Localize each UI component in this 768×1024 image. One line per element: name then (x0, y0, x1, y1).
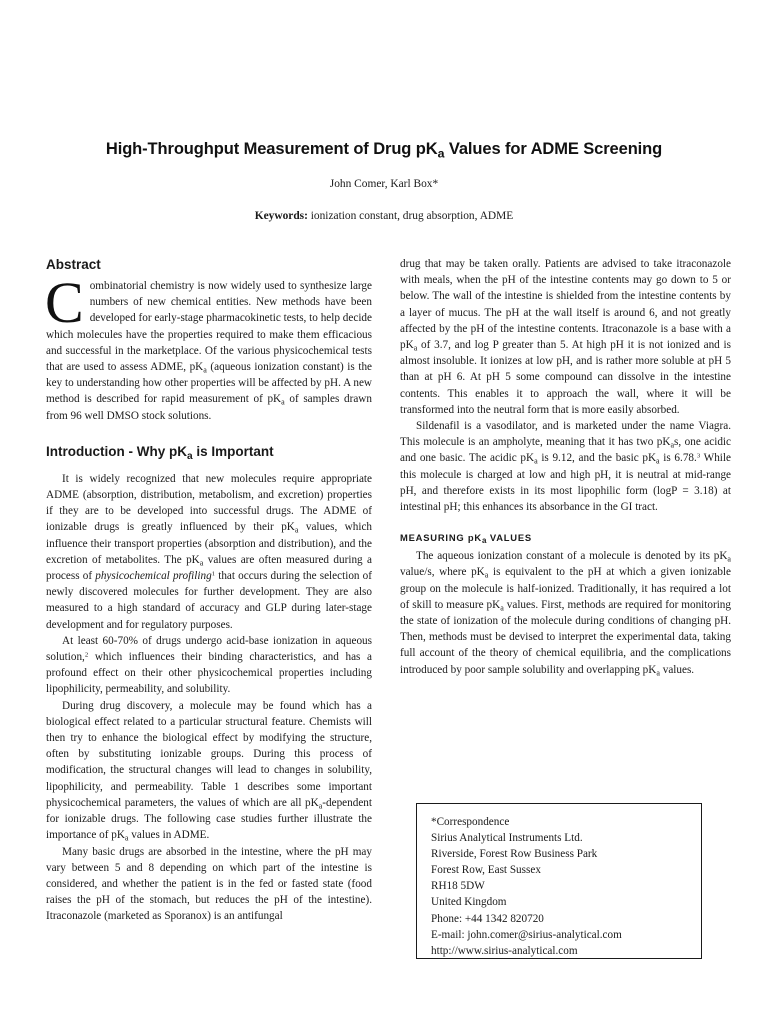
intro-paragraph-4: Many basic drugs are absorbed in the intestine, where the pH may vary between 5 and 8 depending on which part of the intestine is considered, and whether the patient is in the fed or fasted state (food raises the pH of the stomach, but reduces the pH of the intestine). Itraconazole (marketed as Sporanox) is an antifungal (46, 845, 372, 923)
drop-cap: C (45, 270, 84, 335)
correspondence-line: RH18 5DW (431, 880, 485, 893)
keywords-text: ionization constant, drug absorption, ADME (307, 210, 514, 222)
correspondence-line: United Kingdom (431, 896, 507, 909)
correspondence-box (416, 803, 702, 959)
correspondence-email-link[interactable]: E-mail: john.comer@sirius-analytical.com (431, 928, 622, 941)
introduction-heading: Introduction - Why $pK_a$ is Important (46, 443, 274, 462)
page-title: High-Throughput Measurement of Drug $pK_a$ Values for ADME Screening (105, 140, 663, 161)
abstract-heading: Abstract (46, 257, 101, 272)
correspondence-line: Riverside, Forest Row Business Park (431, 848, 598, 861)
abstract-body: Combinatorial chemistry is now widely used to synthesize large numbers of new chemical entities. New methods have been developed for early-stage pharmacokinetic tests, to help decide which molecules have the properties required to make them efficacious and successful in the marketplace. Of the various physicochemical tests that are used to assess ADME, $pK_a$ (aqueous ionization constant) is the key to understanding how other properties will be affected by pH. A new method is described for rapid measurement of $pK_a$ of samples drawn from 96 well DMSO stock solutions. (45, 270, 373, 422)
left-column (46, 256, 372, 925)
keywords-label: Keywords: (254, 210, 308, 222)
correspondence-website-link[interactable]: http://www.sirius-analytical.com (431, 944, 578, 957)
right-paragraph-3: The aqueous ionization constant of a molecule is denoted by its $pK_a$ value/s, where $pK_a$ is equivalent to the pH at which a given ionizable group on the molecule is half-ionized. Traditionally, it has required a lot of skill to measure $pK_a$ values. First, methods are required for monitoring the state of ionization of the molecule during conditions of changing pH. Then, methods must be devised to interpret the experimental data, taking full account of the theory of chemical equilibria, and the complications introduced by poor sample solubility and overlapping $pK_a$ values. (400, 550, 731, 677)
right-column (400, 256, 731, 678)
intro-paragraph-1: It is widely recognized that new molecules require appropriate ADME (absorption, distribution, metabolism, and excretion) properties if they are to be developed into successful drugs. The ADME of ionizable drugs is greatly influenced by their $pK_a$ values, which influence their transport properties (absorption and distribution), and the excretion of metabolites. The $pK_a$ values are often measured during a process of physicochemical profiling$^1$ that occurs during the selection of newly discovered molecules for further development. They are also measured to a high standard of accuracy and GLP during later-stage development and for regulatory purposes. (46, 472, 373, 631)
right-paragraph-1: drug that may be taken orally. Patients are advised to take itraconazole with meals, when the pH of the intestine contents may go down to 5 or below. The wall of the intestine is shielded from the intestine contents by a layer of mucus. The pH at the wall itself is around 6, and not greatly affected by the pH of the intestine contents. Itraconazole is a base with a $pK_a$ of 3.7, and log P greater than 5. At high pH it is not ionized and is almost insoluble. It ionizes at low pH, and is rather more soluble at pH 5 than at pH 6. At pH 5 some compound can dissolve in the intestine contents. This enables it to approach the wall, where it will be transformed into the neutral form that is more easily absorbed. (400, 258, 731, 416)
measuring-heading: MEASURING $pK_a$ VALUES (400, 532, 532, 546)
intro-paragraph-2: At least 60-70% of drugs undergo acid-base ionization in aqueous solution,$^2$ which influences their binding characteristics, and has a profound effect on their other physicochemical properties including lipophilicity, permeability, and solubility. (46, 634, 372, 696)
authors: John Comer, Karl Box* (329, 178, 439, 190)
right-paragraph-2: Sildenafil is a vasodilator, and is marketed under the name Viagra. This molecule is an ampholyte, meaning that it has two $pK_as$, one acidic and one basic. The acidic $pK_a$ is 9.12, and the basic $pK_a$ is 6.78.$^3$ While this molecule is charged at low and high pH, it is neutral at mid-range pH, and therefore exists in its most lipophilic form (logP = 3.18) at intestinal pH; this enhances its absorbance in the GI tract. (400, 420, 731, 514)
correspondence-phone: Phone: +44 1342 820720 (431, 912, 544, 925)
correspondence-line: Forest Row, East Sussex (431, 864, 541, 877)
correspondence-line: *Correspondence (431, 816, 510, 828)
keywords (0, 210, 768, 222)
intro-paragraph-3: During drug discovery, a molecule may be found which has a biological effect related to a particular structural feature. Chemists will then try to enhance the biological effect by modifying the structure, often by substituting ionizable groups. During this process of modification, the structural changes will lead to changes in solubility, lipophilicity, and permeability. Table 1 describes some important physicochemical parameters, the values of which are all $pK_a$-dependent for ionizable drugs. The following case studies further illustrate the importance of $pK_a$ values in ADME. (46, 699, 372, 843)
correspondence-line: Sirius Analytical Instruments Ltd. (431, 832, 583, 845)
